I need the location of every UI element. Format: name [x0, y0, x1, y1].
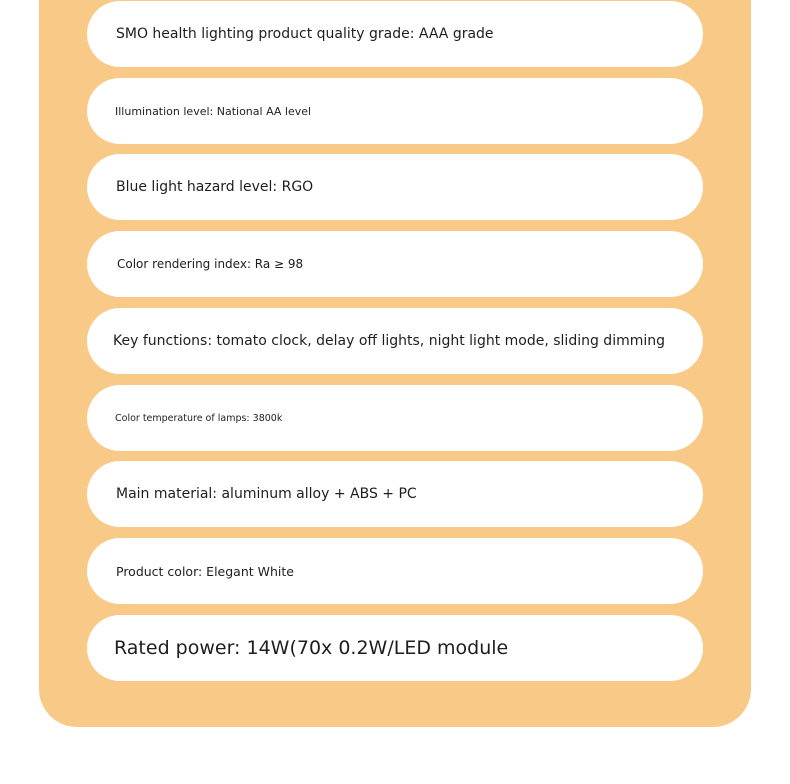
spec-row-label: Rated power: 14W(70x 0.2W/LED module	[114, 637, 509, 659]
spec-row-label: Illumination level: National AA level	[115, 104, 312, 118]
spec-row-rated-power	[87, 615, 703, 681]
spec-row-color-rendering-index	[87, 231, 703, 297]
spec-row-label: Main material: aluminum alloy + ABS + PC	[116, 486, 417, 502]
spec-row-label: Blue light hazard level: RGO	[116, 179, 314, 195]
spec-row-color-temperature	[87, 385, 703, 451]
spec-row-illumination-level	[87, 78, 703, 144]
spec-row-label: Key functions: tomato clock, delay off lights, night light mode, sliding dimming	[113, 333, 666, 349]
spec-row-label: Product color: Elegant White	[116, 563, 294, 579]
spec-row-quality-grade	[87, 1, 703, 67]
spec-row-product-color	[87, 538, 703, 604]
spec-row-blue-light-hazard	[87, 154, 703, 220]
spec-row-label: SMO health lighting product quality grade: AAA grade	[116, 26, 494, 42]
spec-row-label: Color rendering index: Ra ≥ 98	[117, 257, 304, 271]
spec-row-key-functions	[87, 308, 703, 374]
spec-panel	[39, 0, 751, 727]
spec-row-label: Color temperature of lamps: 3800k	[115, 412, 283, 424]
spec-row-main-material	[87, 461, 703, 527]
